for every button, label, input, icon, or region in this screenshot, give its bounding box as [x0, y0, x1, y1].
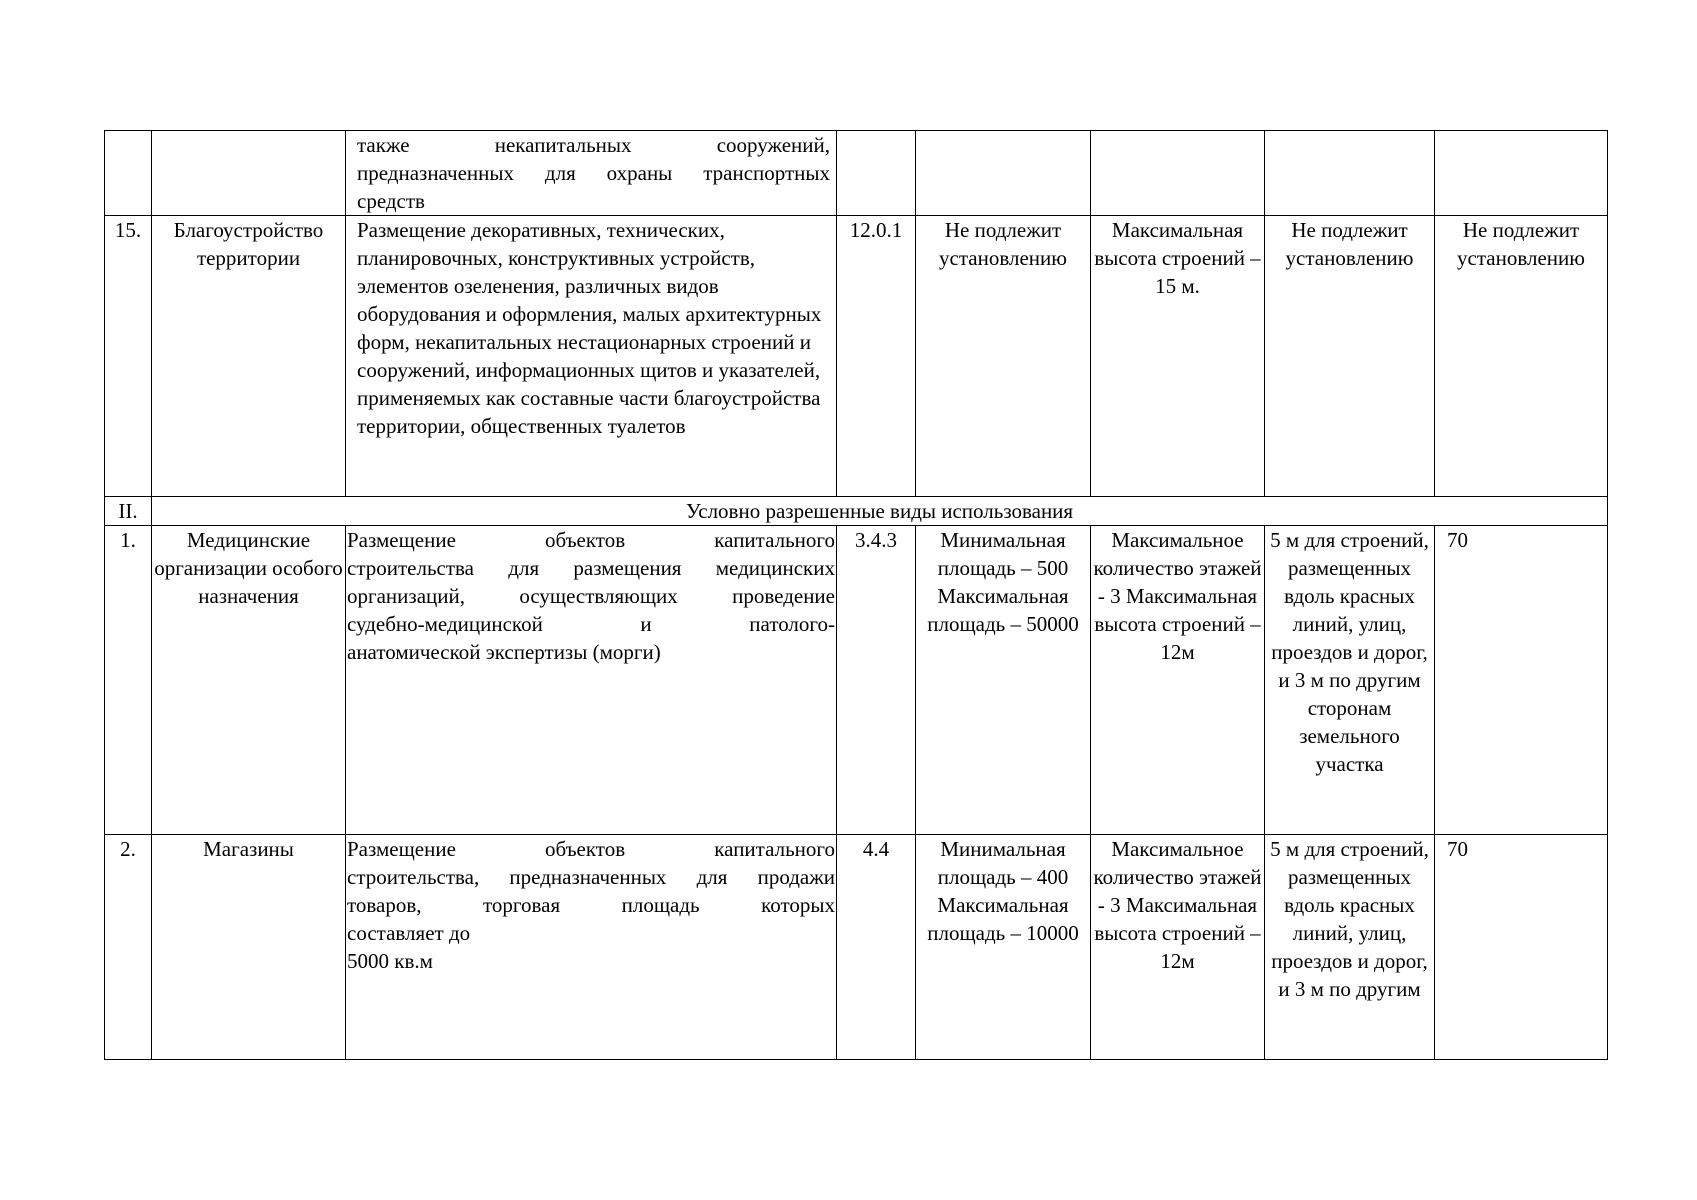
cell-code: [837, 131, 916, 216]
cell-name: [152, 131, 346, 216]
cell-description: [346, 835, 837, 1060]
cell-setback: 5 м для строений, размещенных вдоль красных линий, улиц, проездов и дорог, и 3 м по другим: [1265, 835, 1435, 1060]
desc-line: товаров, торговая площадь которых: [347, 893, 835, 917]
desc-line: строительства для размещения медицинских: [347, 556, 835, 580]
section-header-row: [105, 497, 1608, 526]
cell-code: 12.0.1: [837, 216, 916, 497]
cell-coverage: Не подлежит установлению: [1435, 216, 1608, 497]
desc-line: также некапитальных сооружений,: [357, 133, 830, 157]
cell-num: 15.: [105, 216, 152, 497]
desc-line: судебно-медицинской и патолого-: [347, 612, 835, 636]
cell-setback: 5 м для строений, размещенных вдоль красных линий, улиц, проездов и дорог, и 3 м по другим сторонам земельного участка: [1265, 526, 1435, 835]
cell-description: [346, 131, 837, 216]
cell-height: Максимальная высота строений – 15 м.: [1091, 216, 1265, 497]
cell-code: 3.4.3: [837, 526, 916, 835]
cell-height: Максимальное количество этажей - 3 Максимальная высота строений – 12м: [1091, 526, 1265, 835]
cell-setback: [1265, 131, 1435, 216]
desc-line: Размещение объектов капитального: [347, 528, 835, 552]
desc-line: Размещение объектов капитального: [347, 837, 835, 861]
desc-line: составляет до: [347, 921, 471, 945]
table-row-15: [105, 216, 1608, 497]
desc-line: 5000 кв.м: [347, 949, 433, 973]
table-row-continuation: [105, 131, 1608, 216]
cell-coverage: 70: [1435, 835, 1608, 1060]
cell-code: 4.4: [837, 835, 916, 1060]
cell-setback: Не подлежит установлению: [1265, 216, 1435, 497]
cell-description: [346, 526, 837, 835]
cell-area: Не подлежит установлению: [916, 216, 1091, 497]
section-num: II.: [105, 497, 152, 526]
table-row-2: [105, 835, 1608, 1060]
cell-area: Минимальная площадь – 400 Максимальная площадь – 10000: [916, 835, 1091, 1060]
cell-name: Магазины: [152, 835, 346, 1060]
cell-name: Медицинские организации особого назначения: [152, 526, 346, 835]
cell-height: [1091, 131, 1265, 216]
cell-coverage: [1435, 131, 1608, 216]
desc-line: анатомической экспертизы (морги): [347, 640, 661, 664]
desc-line: предназначенных для охраны транспортных: [357, 161, 830, 185]
desc-line: средств: [357, 189, 425, 213]
cell-num: [105, 131, 152, 216]
cell-coverage: 70: [1435, 526, 1608, 835]
section-title: Условно разрешенные виды использования: [152, 497, 1608, 526]
cell-name: Благоустройство территории: [152, 216, 346, 497]
table-row-1: [105, 526, 1608, 835]
desc-line: строительства, предназначенных для продажи: [347, 865, 835, 889]
cell-height: Максимальное количество этажей - 3 Максимальная высота строений – 12м: [1091, 835, 1265, 1060]
cell-area: Минимальная площадь – 500 Максимальная площадь – 50000: [916, 526, 1091, 835]
cell-num: 2.: [105, 835, 152, 1060]
zoning-table: [104, 130, 1608, 1060]
cell-area: [916, 131, 1091, 216]
desc-line: организаций, осуществляющих проведение: [347, 584, 835, 608]
cell-num: 1.: [105, 526, 152, 835]
cell-description: Размещение декоративных, технических, планировочных, конструктивных устройств, элементов озеленения, различных видов оборудования и оформления, малых архитектурных форм, некапитальных нестационарных строений и сооружений, информационных щитов и указателей, применяемых как составные части благоустройства территории, общественных туалетов: [346, 216, 837, 497]
